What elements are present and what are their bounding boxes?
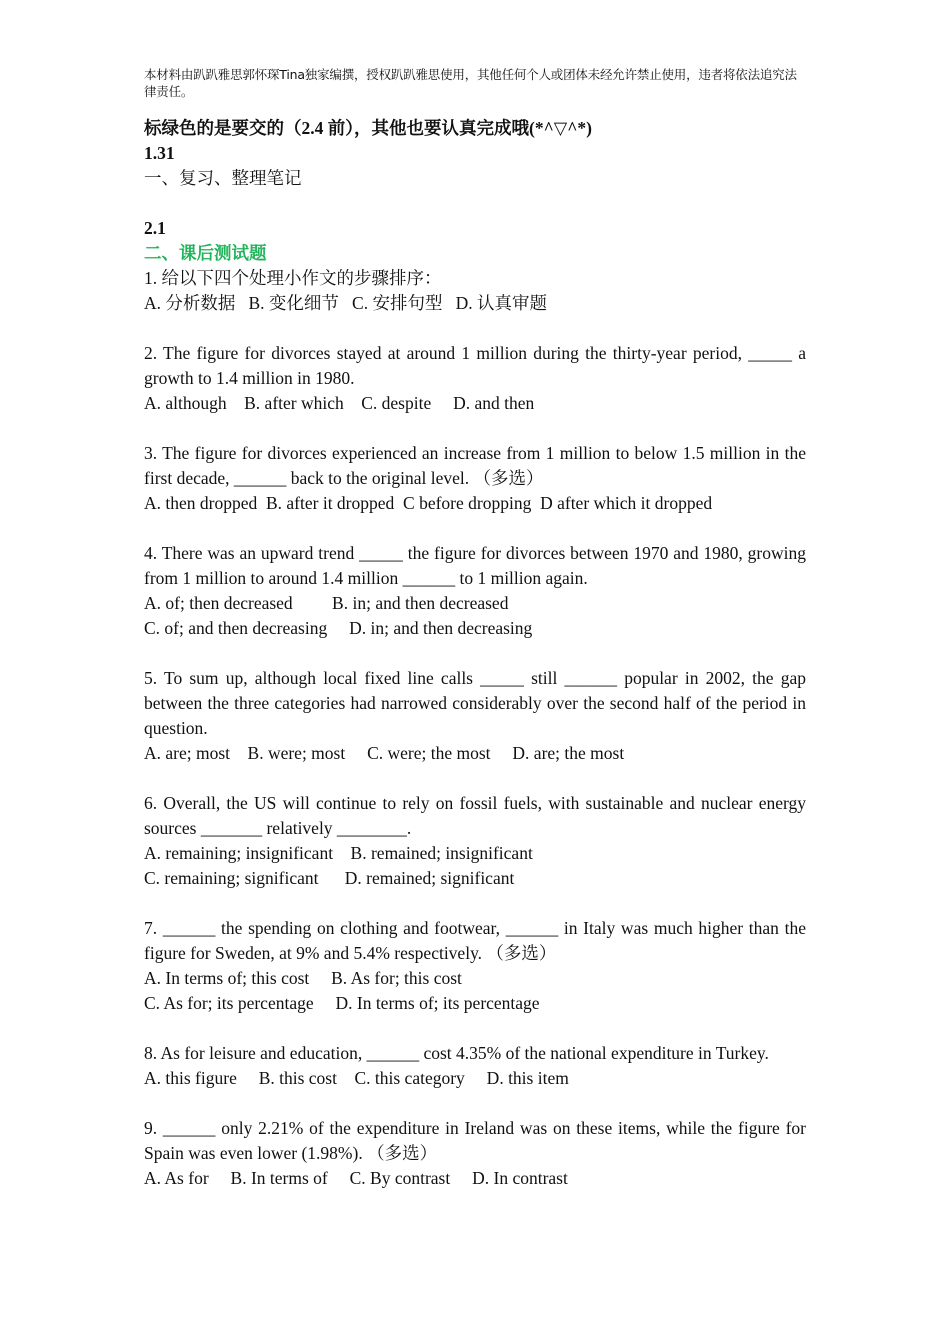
question-block xyxy=(144,1041,806,1091)
date-heading-2: 2.1 xyxy=(144,218,166,238)
question-options: A. are; most B. were; most C. were; the most D. are; the most xyxy=(144,743,625,763)
question-block xyxy=(144,266,806,316)
question-text: 5. To sum up, although local fixed line calls _____ still ______ popular in 2002, the gap between the three categories had narrowed considerably over the second half of the period in question. xyxy=(144,668,806,738)
question-text: 6. Overall, the US will continue to rely on fossil fuels, with sustainable and nuclear energy sources _______ relatively ________. xyxy=(144,793,806,838)
question-options: A. this figure B. this cost C. this category D. this item xyxy=(144,1068,569,1088)
question-block xyxy=(144,916,806,1016)
question-options: A. 分析数据 B. 变化细节 C. 安排句型 D. 认真审题 xyxy=(144,293,547,313)
question-options: A. remaining; insignificant B. remained; insignificant xyxy=(144,843,533,863)
copyright-notice: 本材料由趴趴雅思郭怀琛Tina独家编撰，授权趴趴雅思使用，其他任何个人或团体未经允许禁止使用，违者将依法追究法律责任。 xyxy=(144,67,797,99)
question-block xyxy=(144,1116,806,1191)
question-text: 8. As for leisure and education, ______ cost 4.35% of the national expenditure in Turkey. xyxy=(144,1043,769,1063)
question-block xyxy=(144,441,806,516)
question-options: A. of; then decreased B. in; and then decreased xyxy=(144,593,509,613)
question-options: C. As for; its percentage D. In terms of; its percentage xyxy=(144,993,540,1013)
question-options: A. although B. after which C. despite D. and then xyxy=(144,393,535,413)
question-options: C. of; and then decreasing D. in; and then decreasing xyxy=(144,618,533,638)
question-options: A. then dropped B. after it dropped C before dropping D after which it dropped xyxy=(144,493,713,513)
question-text: 7. ______ the spending on clothing and footwear, ______ in Italy was much higher than the figure for Sweden, at 9% and 5.4% respectively. （多选） xyxy=(144,918,806,963)
task-2-heading: 二、课后测试题 xyxy=(144,243,267,263)
question-options: A. As for B. In terms of C. By contrast D. In contrast xyxy=(144,1168,568,1188)
question-options: A. In terms of; this cost B. As for; this cost xyxy=(144,968,462,988)
date-heading-1: 1.31 xyxy=(144,143,175,163)
task-1: 一、复习、整理笔记 xyxy=(144,168,302,188)
question-block xyxy=(144,341,806,416)
question-block xyxy=(144,666,806,766)
question-options: C. remaining; significant D. remained; significant xyxy=(144,868,515,888)
question-text: 2. The figure for divorces stayed at around 1 million during the thirty-year period, _____ a growth to 1.4 million in 1980. xyxy=(144,343,806,388)
question-text: 9. ______ only 2.21% of the expenditure in Ireland was on these items, while the figure for Spain was even lower (1.98%). （多选） xyxy=(144,1118,806,1163)
question-text: 4. There was an upward trend _____ the figure for divorces between 1970 and 1980, growing from 1 million to around 1.4 million ______ to 1 million again. xyxy=(144,543,806,588)
question-text: 3. The figure for divorces experienced an increase from 1 million to below 1.5 million in the first decade, ______ back to the original level. （多选） xyxy=(144,443,806,488)
header-note: 标绿色的是要交的（2.4 前），其他也要认真完成哦(*^▽^*) xyxy=(144,118,592,138)
question-text: 1. 给以下四个处理小作文的步骤排序： xyxy=(144,268,442,288)
question-block xyxy=(144,791,806,891)
question-block xyxy=(144,541,806,641)
document-page xyxy=(144,66,806,1191)
